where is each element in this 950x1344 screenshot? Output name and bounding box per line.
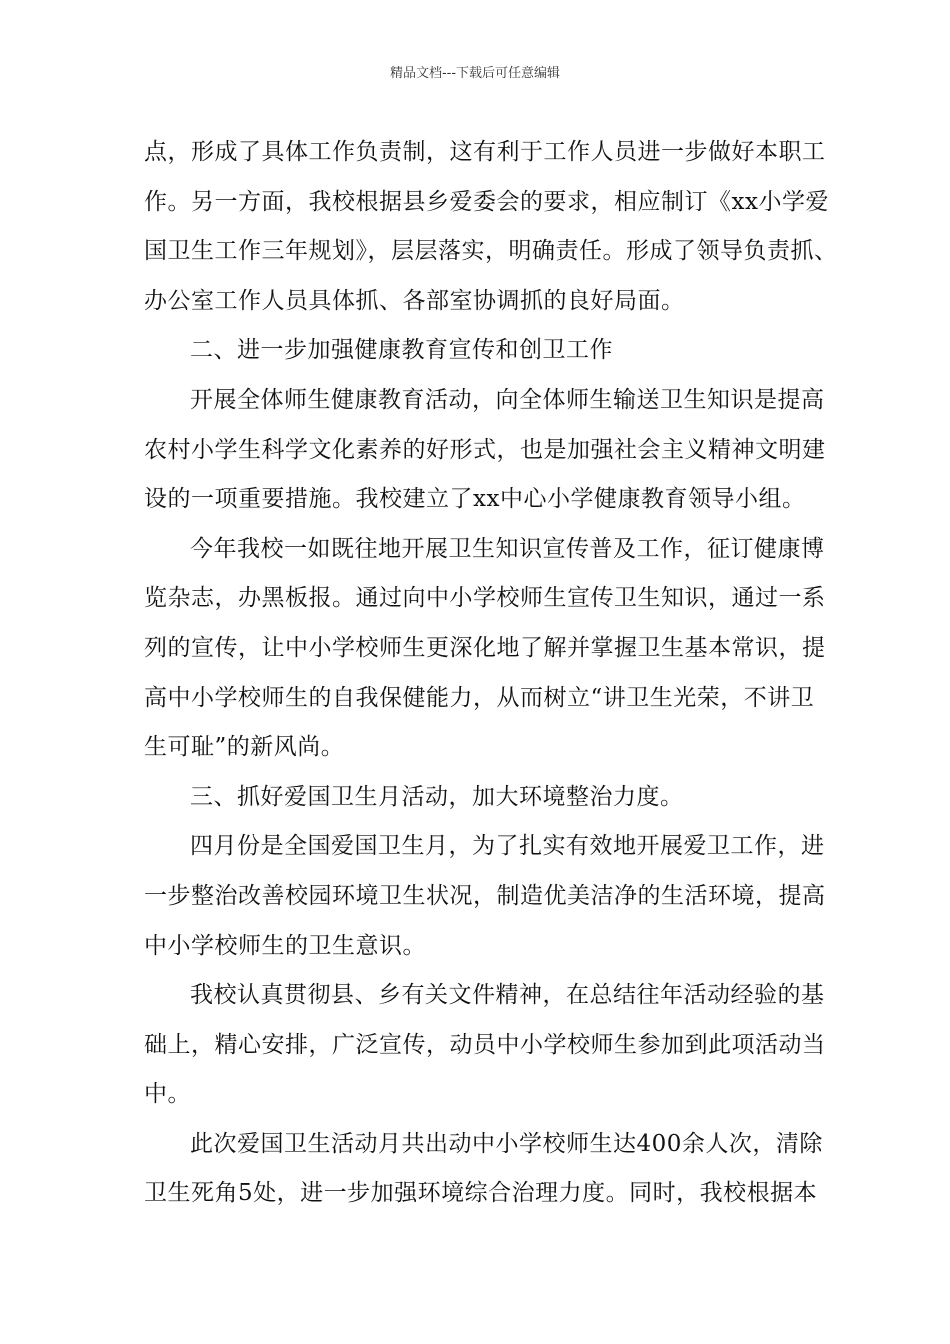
text-line: 开展全体师生健康教育活动，向全体师生输送卫生知识是提高 — [190, 386, 825, 413]
text-line: 此次爱国卫生活动月共出动中小学校师生达400余人次，清除 — [190, 1130, 823, 1157]
text-line: 办公室工作人员具体抓、各部室协调抓的良好局面。 — [144, 287, 685, 314]
text-line: 今年我校一如既往地开展卫生知识宣传普及工作，征订健康博 — [190, 535, 825, 562]
paragraph — [144, 525, 826, 773]
text-line: 农村小学生科学文化素养的好形式，也是加强社会主义精神文明建 — [144, 436, 826, 463]
paragraph — [144, 128, 838, 326]
text-line: 览杂志，办黑板报。通过向中小学校师生宣传卫生知识，通过一系 — [144, 585, 826, 612]
paragraph — [144, 822, 826, 971]
text-line: 国卫生工作三年规划》，层层落实，明确责任。形成了领导负责抓、 — [144, 238, 838, 265]
text-line: 高中小学校师生的自我保健能力，从而树立“讲卫生光荣，不讲卫 — [144, 684, 815, 711]
paragraph — [144, 376, 826, 525]
section-heading — [144, 773, 809, 823]
page-header: 精品文档---下载后可任意编辑 — [389, 66, 561, 81]
text-line: 作。另一方面，我校根据县乡爱委会的要求，相应制订《xx小学爱 — [144, 188, 829, 215]
text-line: 点，形成了具体工作负责制，这有利于工作人员进一步做好本职工 — [144, 139, 826, 165]
text-line: 中。 — [144, 1081, 191, 1108]
text-line: 列的宣传，让中小学校师生更深化地了解并掌握卫生基本常识，提 — [144, 634, 826, 661]
text-line: 中小学校师生的卫生意识。 — [144, 932, 426, 959]
paragraph — [144, 1120, 823, 1219]
text-line: 一步整治改善校园环境卫生状况，制造优美洁净的生活环境，提高 — [144, 882, 826, 909]
text-line: 生可耻”的新风尚。 — [144, 734, 345, 761]
text-line: 础上，精心安排，广泛宣传，动员中小学校师生参加到此项活动当 — [144, 1031, 826, 1058]
text-line: 二、进一步加强健康教育宣传和创卫工作 — [190, 337, 613, 364]
text-line: 三、抓好爱国卫生月活动，加大环境整治力度。 — [190, 783, 684, 810]
document-body — [144, 128, 838, 1219]
text-line: 四月份是全国爱国卫生月，为了扎实有效地开展爱卫工作，进 — [190, 833, 825, 860]
paragraph — [144, 971, 826, 1120]
text-line: 卫生死角5处，进一步加强环境综合治理力度。同时，我校根据本 — [144, 1180, 818, 1207]
text-line: 设的一项重要措施。我校建立了xx中心小学健康教育领导小组。 — [144, 486, 806, 513]
text-line: 我校认真贯彻县、乡有关文件精神，在总结往年活动经验的基 — [190, 982, 825, 1009]
section-heading — [144, 326, 809, 376]
